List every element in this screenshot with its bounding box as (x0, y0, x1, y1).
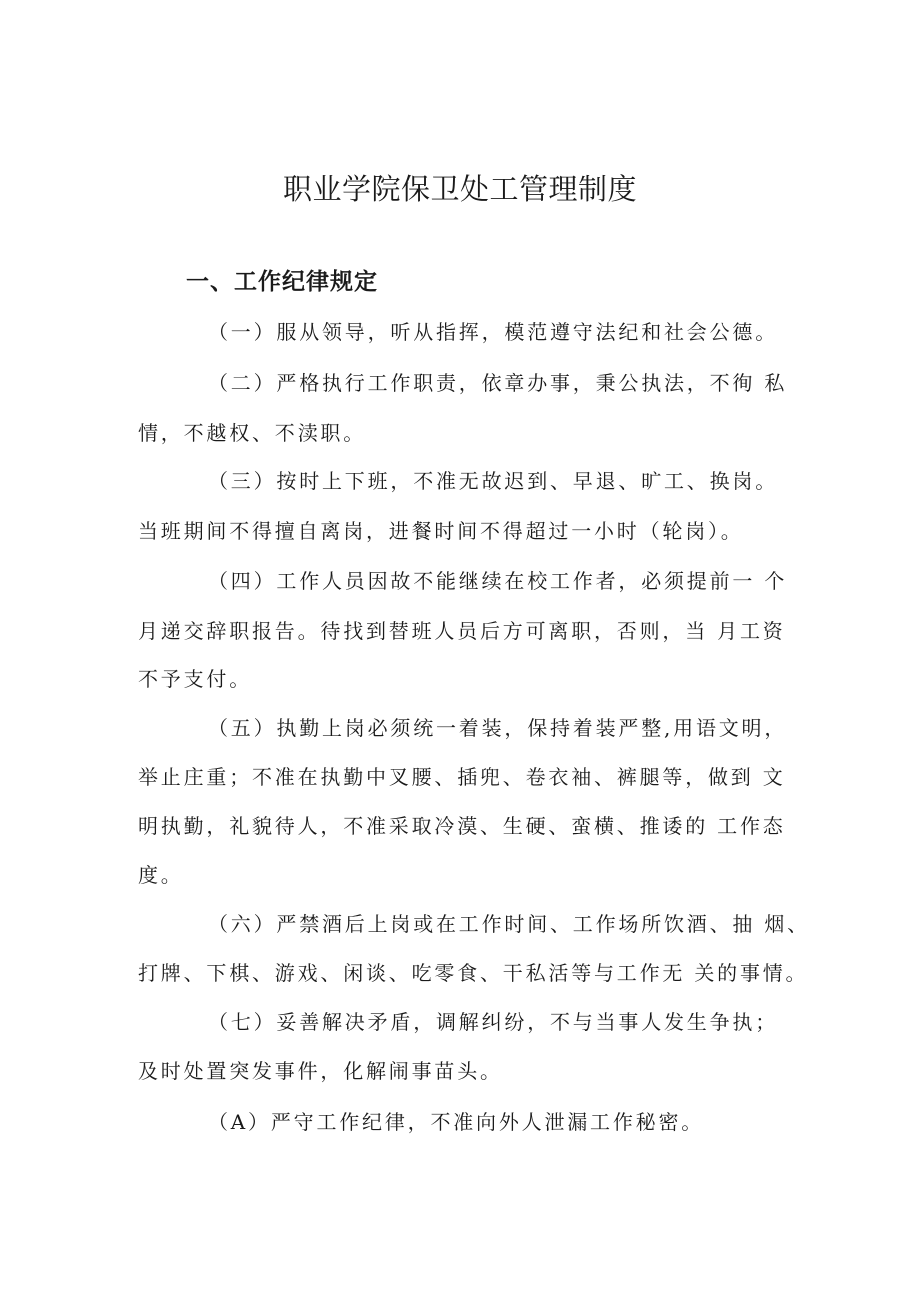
paragraph-line: 打牌、下棋、游戏、闲谈、吃零食、干私活等与工作无 关的事情。 (138, 961, 809, 985)
paragraph-line: （A）严守工作纪律，不准向外人泄漏工作秘密。 (208, 1110, 705, 1134)
paragraph-line: （五）执勤上岗必须统一着装，保持着装严整,用语文明， (208, 716, 788, 740)
paragraph-line: （七）妥善解决矛盾，调解纠纷，不与当事人发生争执； (208, 1010, 778, 1034)
paragraph-line: （六）严禁酒后上岗或在工作时间、工作场所饮酒、抽 烟、 (208, 912, 810, 936)
paragraph-line: （三）按时上下班，不准无故迟到、早退、旷工、换岗。 (208, 469, 778, 493)
paragraph-line: 当班期间不得擅自离岗，进餐时间不得超过一小时（轮岗）。 (138, 519, 744, 543)
paragraph-line: 明执勤，礼貌待人，不准采取冷漠、生硬、蛮横、推诿的 工作态 (138, 814, 786, 838)
paragraph-line: 举止庄重；不准在执勤中叉腰、插兜、卷衣袖、裤腿等，做到 文 (138, 765, 786, 789)
paragraph-line: （四）工作人员因故不能继续在校工作者，必须提前一 个 (208, 569, 788, 593)
section-heading: 一、工作纪律规定 (186, 269, 378, 295)
paragraph-line: （二）严格执行工作职责，依章办事，秉公执法，不徇 私 (208, 371, 788, 395)
paragraph-line: 及时处置突发事件，化解闹事苗头。 (138, 1059, 503, 1083)
paragraph-line: 度。 (138, 863, 184, 887)
paragraph-line: 月递交辞职报告。待找到替班人员后方可离职，否则，当 月工资 (138, 619, 786, 643)
paragraph-line: 不予支付。 (138, 667, 252, 691)
document-title: 职业学院保卫处工管理制度 (282, 172, 637, 206)
paragraph-line: （一）服从领导，听从指挥，模范遵守法纪和社会公德。 (208, 320, 778, 344)
paragraph-line: 情，不越权、不渎职。 (138, 421, 366, 445)
